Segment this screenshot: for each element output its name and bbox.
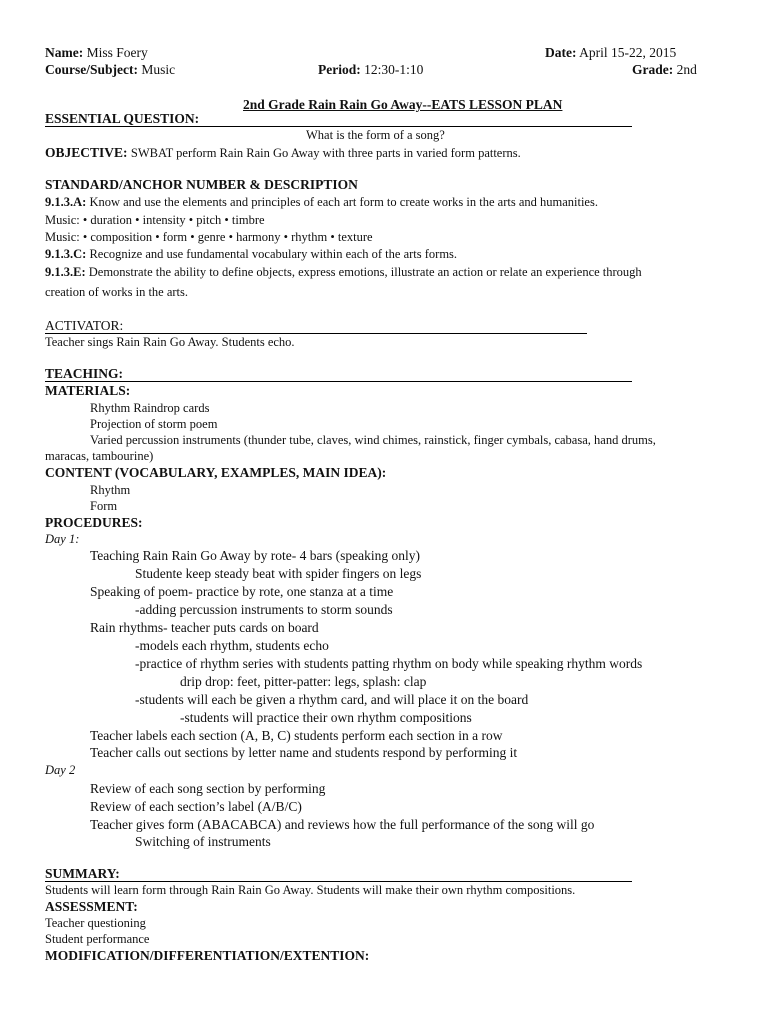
procedure-step: -adding percussion instruments to storm sounds (135, 602, 393, 617)
summary-text: Students will learn form through Rain Rain Go Away. Students will make their own rhythm compositions. (45, 883, 576, 897)
standard-item (45, 195, 598, 210)
objective-label: OBJECTIVE: (45, 145, 128, 160)
lesson-date: April 15-22, 2015 (579, 45, 677, 60)
standard-text: Music: • composition • form • genre • harmony • rhythm • texture (45, 230, 373, 244)
standard-code: 9.1.3.A: (45, 195, 87, 209)
standard-text: Music: • duration • intensity • pitch • timbre (45, 213, 265, 227)
objective-text: SWBAT perform Rain Rain Go Away with three parts in varied form patterns. (130, 146, 521, 160)
period-label: Period: (318, 62, 361, 77)
procedure-step: Studente keep steady beat with spider fingers on legs (135, 566, 422, 581)
activator-heading: ACTIVATOR: (45, 319, 587, 334)
standard-item (45, 213, 265, 228)
materials-item: Varied percussion instruments (thunder tube, claves, wind chimes, rainstick, finger cymbals, cabasa, hand drums, (90, 433, 656, 447)
standard-text: Recognize and use fundamental vocabulary within each of the arts forms. (89, 247, 458, 261)
procedure-step: Teacher calls out sections by letter name and students respond by performing it (90, 745, 518, 760)
content-heading: CONTENT (VOCABULARY, EXAMPLES, MAIN IDEA): (45, 465, 387, 480)
content-item: Rhythm (90, 483, 131, 497)
content-item: Form (90, 499, 118, 513)
materials-heading: MATERIALS: (45, 383, 131, 398)
document-title: 2nd Grade Rain Rain Go Away--EATS LESSON PLAN (243, 97, 563, 112)
procedure-step: -models each rhythm, students echo (135, 638, 329, 653)
procedure-step: Switching of instruments (135, 834, 271, 849)
objective-line (45, 145, 521, 161)
standard-item (45, 230, 373, 245)
assessment-heading: ASSESSMENT: (45, 899, 138, 914)
procedures-heading: PROCEDURES: (45, 515, 143, 530)
course-subject: Music (141, 62, 176, 77)
teacher-name: Miss Foery (86, 45, 148, 60)
procedure-step: Speaking of poem- practice by rote, one stanza at a time (90, 584, 394, 599)
procedure-step: Review of each song section by performing (90, 781, 326, 796)
teaching-heading: TEACHING: (45, 367, 632, 382)
materials-continuation: maracas, tambourine) (45, 449, 154, 463)
procedure-step: Teaching Rain Rain Go Away by rote- 4 bars (speaking only) (90, 548, 420, 563)
period-line (318, 62, 423, 78)
materials-item: Projection of storm poem (90, 417, 218, 431)
standard-code: 9.1.3.E: (45, 265, 86, 279)
period-value: 12:30-1:10 (364, 62, 424, 77)
day-2-label: Day 2 (45, 763, 76, 777)
standard-item (45, 285, 188, 300)
assessment-item: Student performance (45, 932, 150, 946)
procedure-step: Review of each section’s label (A/B/C) (90, 799, 302, 814)
name-label: Name: (45, 45, 84, 60)
course-label: Course/Subject: (45, 62, 138, 77)
procedure-step: -students will each be given a rhythm card, and will place it on the board (135, 692, 529, 707)
grade-line (632, 62, 697, 78)
course-line (45, 62, 175, 78)
modification-heading: MODIFICATION/DIFFERENTIATION/EXTENTION: (45, 948, 370, 963)
summary-heading: SUMMARY: (45, 867, 632, 882)
standard-text: creation of works in the arts. (45, 285, 189, 299)
assessment-item: Teacher questioning (45, 916, 146, 930)
standard-item (45, 265, 642, 280)
grade-label: Grade: (632, 62, 674, 77)
materials-item: Rhythm Raindrop cards (90, 401, 210, 415)
essential-question-text: What is the form of a song? (306, 128, 445, 142)
procedure-step: Teacher labels each section (A, B, C) students perform each section in a row (90, 728, 503, 743)
standard-code: 9.1.3.C: (45, 247, 87, 261)
standard-text: Know and use the elements and principles of each art form to create works in the arts and humanities. (89, 195, 598, 209)
day-1-label: Day 1: (45, 532, 80, 546)
date-label: Date: (545, 45, 577, 60)
name-line (45, 45, 148, 61)
procedure-step: Rain rhythms- teacher puts cards on board (90, 620, 319, 635)
standard-item (45, 247, 457, 262)
date-line (545, 45, 676, 61)
essential-question-heading: ESSENTIAL QUESTION: (45, 112, 632, 127)
grade-value: 2nd (676, 62, 697, 77)
procedure-step: -students will practice their own rhythm compositions (180, 710, 472, 725)
standard-text: Demonstrate the ability to define objects, express emotions, illustrate an action or relate an experience through (88, 265, 642, 279)
procedure-step: -practice of rhythm series with students patting rhythm on body while speaking rhythm words (135, 656, 643, 671)
procedure-step: drip drop: feet, pitter-patter: legs, splash: clap (180, 674, 427, 689)
procedure-step: Teacher gives form (ABACABCA) and reviews how the full performance of the song will go (90, 817, 595, 832)
activator-text: Teacher sings Rain Rain Go Away. Students echo. (45, 335, 295, 349)
standards-heading: STANDARD/ANCHOR NUMBER & DESCRIPTION (45, 177, 358, 192)
